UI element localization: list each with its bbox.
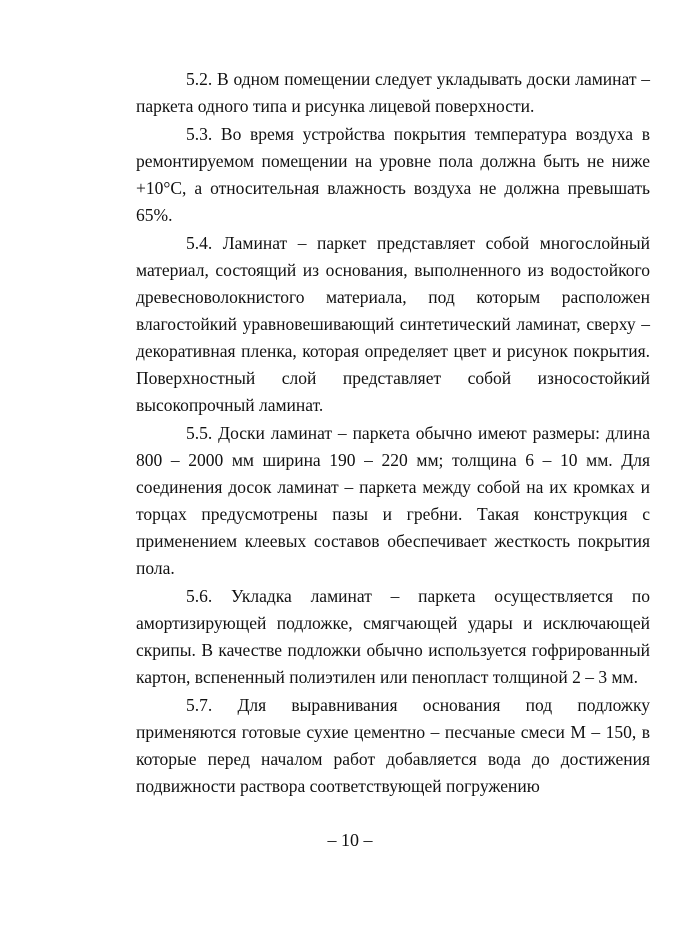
paragraph-number: 5.3.: [186, 124, 213, 144]
paragraph-number: 5.7.: [186, 695, 213, 715]
paragraph-number: 5.5.: [186, 423, 213, 443]
paragraph-text: Для выравнивания основания под подложку применяются готовые сухие цементно – песчаные смеси М – 150, в которые перед началом работ добавляется вода до достижения подвижности раствора соответствующей погружению: [136, 695, 650, 796]
paragraph-text: Во время устройства покрытия температура воздуха в ремонтируемом помещении на уровне пола должна быть не ниже +10°С, а относительная влажность воздуха не должна превышать 65%.: [136, 124, 650, 225]
paragraph-5-2: [136, 66, 650, 120]
paragraph-5-6: [136, 583, 650, 691]
paragraph-number: 5.6.: [186, 586, 213, 606]
paragraph-5-7: [136, 692, 650, 800]
page-number: – 10 –: [327, 830, 373, 850]
paragraph-text: В одном помещении следует укладывать доски ламинат – паркета одного типа и рисунка лицевой поверхности.: [136, 69, 650, 116]
paragraph-text: Укладка ламинат – паркета осуществляется по амортизирующей подложке, смягчающей удары и исключающей скрипы. В качестве подложки обычно используется гофрированный картон, вспененный полиэтилен или пенопласт толщиной 2 – 3 мм.: [136, 586, 650, 687]
paragraph-5-5: [136, 420, 650, 582]
paragraph-5-4: [136, 230, 650, 419]
paragraph-text: Ламинат – паркет представляет собой многослойный материал, состоящий из основания, выполненного из водостойкого древесноволокнистого материала, под которым расположен влагостойкий уравновешивающий синтетический ламинат, сверху – декоративная пленка, которая определяет цвет и рисунок покрытия. Поверхностный слой представляет собой износостойкий высокопрочный ламинат.: [136, 233, 650, 415]
body-text: [136, 66, 650, 800]
paragraph-number: 5.4.: [186, 233, 213, 253]
paragraph-number: 5.2.: [186, 69, 213, 89]
paragraph-5-3: [136, 121, 650, 229]
paragraph-text: Доски ламинат – паркета обычно имеют размеры: длина 800 – 2000 мм ширина 190 – 220 мм; толщина 6 – 10 мм. Для соединения досок ламинат – паркета между собой на их кромках и торцах предусмотрены пазы и гребни. Такая конструкция с применением клеевых составов обеспечивает жесткость покрытия пола.: [136, 423, 650, 578]
